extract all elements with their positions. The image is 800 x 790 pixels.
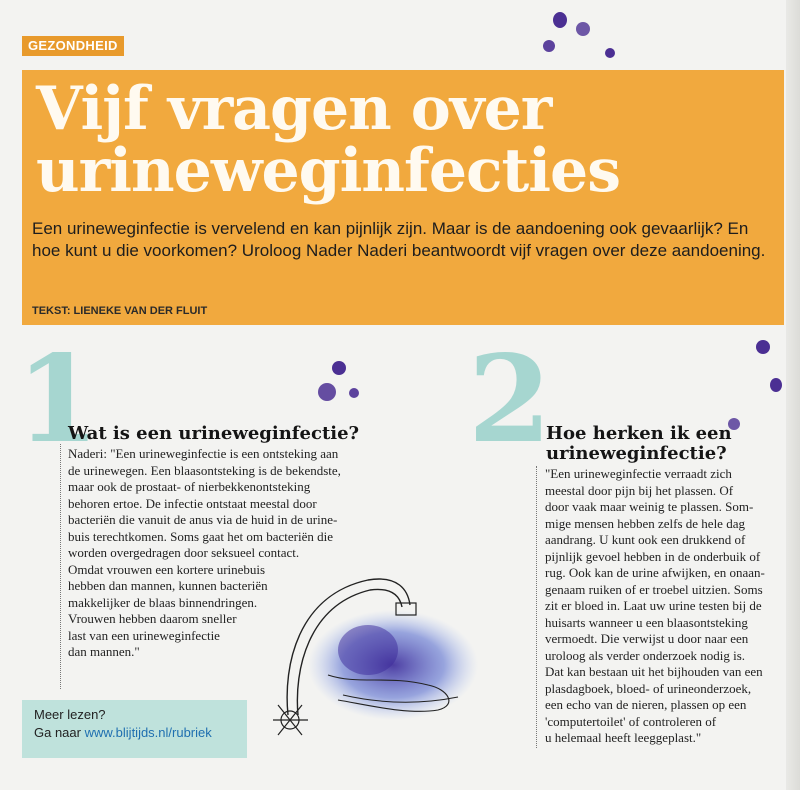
decorative-dot bbox=[756, 340, 770, 354]
body-line: hebben dan mannen, kunnen bacteriën bbox=[68, 578, 268, 593]
body-line: uroloog als verder onderzoek nodig is. bbox=[545, 647, 746, 663]
question-number-1: 1 bbox=[16, 329, 100, 470]
body-line: meestal door pijn bij het plassen. Of bbox=[545, 482, 734, 498]
read-more-line bbox=[34, 724, 235, 742]
body-line: door vaak maar weinig te plassen. Som- bbox=[545, 499, 754, 514]
body-line: Omdat vrouwen een kortere urinebuis bbox=[68, 561, 266, 577]
body-line: "Een urineweginfectie verraadt zich bbox=[545, 466, 732, 481]
body-line: Dat kan bestaan uit het bijhouden van een bbox=[545, 664, 763, 679]
title-line-2: urineweginfecties bbox=[36, 136, 620, 206]
body-line: behoren ertoe. De infectie ontstaat meestal door bbox=[68, 495, 317, 511]
title-line-1: Vijf vragen over bbox=[36, 74, 552, 144]
question-1-title: Wat is een urineweginfectie? bbox=[68, 423, 360, 444]
body-line: buis terechtkomen. Soms gaat het om bacteriën die bbox=[68, 528, 333, 544]
decorative-dot bbox=[349, 388, 359, 398]
body-line: Naderi: "Een urineweginfectie is een ontsteking aan bbox=[68, 446, 339, 461]
intro-text: Een urineweginfectie is vervelend en kan pijnlijk zijn. Maar is de aandoening ook gevaarlijk? En hoe kunt u die voorkomen? Uroloog Nader Naderi beantwoordt vijf vragen over deze aandoening. bbox=[32, 219, 766, 260]
body-line: worden overgedragen door seksueel contact. bbox=[68, 545, 300, 560]
page-title bbox=[36, 74, 776, 206]
read-more-link[interactable]: www.blijtijds.nl/rubriek bbox=[84, 725, 212, 740]
decorative-dot bbox=[770, 378, 782, 392]
author-credit: TEKST: LIENEKE VAN DER FLUIT bbox=[32, 305, 208, 317]
decorative-dot bbox=[553, 12, 567, 28]
body-line: rug. Ook kan de urine afwijken, en onaan- bbox=[545, 565, 765, 580]
decorative-dot bbox=[605, 48, 615, 58]
read-more-label: Meer lezen? bbox=[34, 707, 106, 722]
body-line: mige mensen hebben zelfs de hele dag bbox=[545, 515, 745, 531]
body-line: Vrouwen hebben daarom sneller bbox=[68, 611, 237, 626]
body-line: huisarts wanneer u een blaasontsteking bbox=[545, 614, 748, 630]
decorative-dot bbox=[543, 40, 555, 52]
category-label: GEZONDHEID bbox=[22, 36, 124, 56]
decorative-dot bbox=[318, 383, 336, 401]
question-2-title-line-2: urineweginfectie? bbox=[546, 443, 727, 464]
body-line: vermoedt. Die verwijst u door naar een bbox=[545, 631, 749, 646]
body-line: u helemaal heeft leeggeplast." bbox=[545, 730, 702, 745]
body-line: zit er bloed in. Laat uw urine testen bij de bbox=[545, 598, 762, 613]
body-line: de urinewegen. Een blaasontsteking is de bekendste, bbox=[68, 462, 341, 478]
body-line: dan mannen." bbox=[68, 644, 140, 659]
header-block bbox=[22, 70, 784, 325]
body-line: bacteriën die vanuit de anus via de huid in de urine- bbox=[68, 512, 338, 527]
body-line: genaam ruiken of er troebel uitzien. Soms bbox=[545, 581, 763, 597]
body-line: maar ook de prostaat- of nierbekkenontsteking bbox=[68, 479, 311, 494]
faucet-illustration bbox=[258, 555, 488, 745]
question-2-title bbox=[546, 424, 732, 464]
read-more-prefix: Ga naar bbox=[34, 725, 81, 740]
decorative-dot bbox=[332, 361, 346, 375]
body-line: pijnlijk gevoel hebben in de onderbuik of bbox=[545, 548, 761, 564]
body-line: last van een urineweginfectie bbox=[68, 627, 220, 643]
question-number-2: 2 bbox=[468, 329, 552, 470]
decorative-dot bbox=[576, 22, 590, 36]
body-line: plasdagboek, bloed- of urineonderzoek, bbox=[545, 680, 752, 696]
divider-line bbox=[536, 466, 537, 748]
divider-line bbox=[60, 444, 61, 689]
body-line: makkelijker de blaas binnendringen. bbox=[68, 594, 258, 610]
body-line: een echo van de nieren, plassen op een bbox=[545, 697, 747, 712]
question-2-title-line-1: Hoe herken ik een bbox=[546, 423, 732, 444]
body-line: aandrang. U kunt ook een drukkend of bbox=[545, 532, 746, 547]
body-line: 'computertoilet' of controleren of bbox=[545, 713, 717, 729]
question-2-body bbox=[545, 466, 790, 747]
read-more-box bbox=[22, 700, 247, 758]
